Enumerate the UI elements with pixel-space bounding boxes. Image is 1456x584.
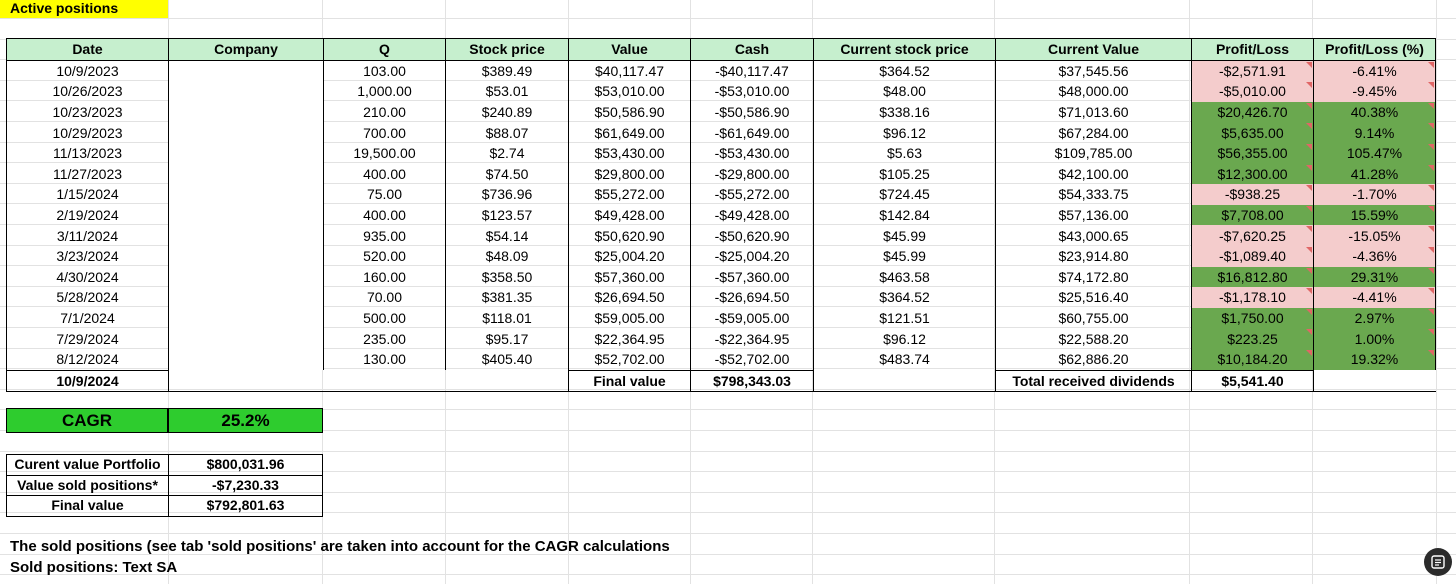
current-price-cell[interactable]: $724.45 — [814, 184, 996, 205]
company-cell[interactable] — [169, 81, 324, 102]
value-cell[interactable]: $26,694.50 — [569, 287, 691, 308]
cash-cell[interactable]: -$57,360.00 — [691, 267, 814, 288]
cash-cell[interactable]: -$22,364.95 — [691, 328, 814, 349]
current-value-cell[interactable]: $43,000.65 — [996, 225, 1192, 246]
profit-loss-pct-cell[interactable]: 29.31% — [1314, 267, 1436, 288]
cash-cell[interactable]: -$55,272.00 — [691, 184, 814, 205]
current-value-cell[interactable]: $22,588.20 — [996, 328, 1192, 349]
note-cagr[interactable]: The sold positions (see tab 'sold positions' are taken into account for the CAGR calculations — [10, 538, 670, 555]
table-row — [7, 328, 1436, 349]
profit-loss-cell[interactable]: -$1,089.40 — [1192, 246, 1314, 267]
value-cell[interactable]: $50,586.90 — [569, 102, 691, 123]
company-cell[interactable] — [169, 143, 324, 164]
profit-loss-pct-cell[interactable]: -6.41% — [1314, 60, 1436, 81]
date-cell[interactable]: 10/29/2023 — [7, 122, 169, 143]
date-cell[interactable]: 11/27/2023 — [7, 164, 169, 185]
current-price-cell[interactable]: $45.99 — [814, 225, 996, 246]
stock-price-cell[interactable]: $54.14 — [446, 225, 569, 246]
value-cell[interactable]: $53,430.00 — [569, 143, 691, 164]
company-cell[interactable] — [169, 225, 324, 246]
date-cell[interactable]: 5/28/2024 — [7, 287, 169, 308]
company-cell[interactable] — [169, 205, 324, 226]
cash-cell[interactable]: -$61,649.00 — [691, 122, 814, 143]
stock-price-cell[interactable]: $88.07 — [446, 122, 569, 143]
quantity-cell[interactable]: 935.00 — [324, 225, 446, 246]
company-cell[interactable] — [169, 349, 324, 370]
stock-price-cell[interactable]: $736.96 — [446, 184, 569, 205]
profit-loss-cell[interactable]: $10,184.20 — [1192, 349, 1314, 370]
current-price-cell[interactable]: $463.58 — [814, 267, 996, 288]
cash-cell[interactable]: -$25,004.20 — [691, 246, 814, 267]
profit-loss-pct-cell[interactable]: 15.59% — [1314, 205, 1436, 226]
company-cell[interactable] — [169, 102, 324, 123]
stock-price-cell[interactable]: $405.40 — [446, 349, 569, 370]
cash-cell[interactable]: -$59,005.00 — [691, 308, 814, 329]
quantity-cell[interactable]: 400.00 — [324, 164, 446, 185]
stock-price-cell[interactable]: $358.50 — [446, 267, 569, 288]
table-row — [7, 81, 1436, 102]
value-cell[interactable]: $53,010.00 — [569, 81, 691, 102]
table-row — [7, 308, 1436, 329]
column-header[interactable]: Value — [569, 39, 691, 61]
date-cell[interactable]: 3/11/2024 — [7, 225, 169, 246]
stock-price-cell[interactable]: $389.49 — [446, 60, 569, 81]
value-cell[interactable]: $29,800.00 — [569, 164, 691, 185]
value-cell[interactable]: $25,004.20 — [569, 246, 691, 267]
current-price-cell[interactable]: $105.25 — [814, 164, 996, 185]
current-value-cell[interactable]: $25,516.40 — [996, 287, 1192, 308]
company-cell[interactable] — [169, 246, 324, 267]
profit-loss-cell[interactable]: -$2,571.91 — [1192, 60, 1314, 81]
value-cell[interactable]: $57,360.00 — [569, 267, 691, 288]
current-value-cell[interactable]: $60,755.00 — [996, 308, 1192, 329]
final-value-label[interactable]: Final value — [569, 370, 691, 392]
column-header[interactable]: Current stock price — [814, 39, 996, 61]
profit-loss-cell[interactable]: $56,355.00 — [1192, 143, 1314, 164]
summary-value[interactable]: $800,031.96 — [169, 455, 323, 476]
current-price-cell[interactable]: $121.51 — [814, 308, 996, 329]
cash-cell[interactable]: -$29,800.00 — [691, 164, 814, 185]
table-row — [7, 164, 1436, 185]
column-header[interactable]: Date — [7, 39, 169, 61]
table-header-row — [7, 39, 1436, 61]
company-cell[interactable] — [169, 122, 324, 143]
sheet-title[interactable]: Active positions — [0, 0, 168, 18]
empty-cell[interactable] — [814, 370, 996, 392]
table-row — [7, 349, 1436, 370]
current-price-cell[interactable]: $483.74 — [814, 349, 996, 370]
profit-loss-pct-cell[interactable]: 40.38% — [1314, 102, 1436, 123]
summary-value[interactable]: -$7,230.33 — [169, 475, 323, 496]
profit-loss-cell[interactable]: $20,426.70 — [1192, 102, 1314, 123]
cash-cell[interactable]: -$49,428.00 — [691, 205, 814, 226]
summary-label[interactable]: Curent value Portfolio — [7, 455, 169, 476]
current-value-cell[interactable]: $67,284.00 — [996, 122, 1192, 143]
quantity-cell[interactable]: 700.00 — [324, 122, 446, 143]
column-header[interactable]: Profit/Loss (%) — [1314, 39, 1436, 61]
notes-icon — [1430, 554, 1446, 570]
empty-cell[interactable] — [446, 370, 569, 392]
value-cell[interactable]: $22,364.95 — [569, 328, 691, 349]
stock-price-cell[interactable]: $48.09 — [446, 246, 569, 267]
quantity-cell[interactable]: 400.00 — [324, 205, 446, 226]
quantity-cell[interactable]: 1,000.00 — [324, 81, 446, 102]
stock-price-cell[interactable]: $74.50 — [446, 164, 569, 185]
profit-loss-pct-cell[interactable]: 19.32% — [1314, 349, 1436, 370]
cagr-label[interactable]: CAGR — [6, 408, 168, 433]
cash-cell[interactable]: -$50,586.90 — [691, 102, 814, 123]
current-price-cell[interactable]: $364.52 — [814, 287, 996, 308]
stock-price-cell[interactable]: $2.74 — [446, 143, 569, 164]
column-header[interactable]: Company — [169, 39, 324, 61]
quantity-cell[interactable]: 19,500.00 — [324, 143, 446, 164]
stock-price-cell[interactable]: $123.57 — [446, 205, 569, 226]
current-value-cell[interactable]: $57,136.00 — [996, 205, 1192, 226]
profit-loss-cell[interactable]: $16,812.80 — [1192, 267, 1314, 288]
profit-loss-cell[interactable]: $12,300.00 — [1192, 164, 1314, 185]
table-row — [7, 267, 1436, 288]
quantity-cell[interactable]: 235.00 — [324, 328, 446, 349]
value-cell[interactable]: $40,117.47 — [569, 60, 691, 81]
summary-row — [7, 475, 323, 496]
date-cell[interactable]: 11/13/2023 — [7, 143, 169, 164]
current-value-cell[interactable]: $62,886.20 — [996, 349, 1192, 370]
quantity-cell[interactable]: 500.00 — [324, 308, 446, 329]
date-cell[interactable]: 8/12/2024 — [7, 349, 169, 370]
value-cell[interactable]: $59,005.00 — [569, 308, 691, 329]
quantity-cell[interactable]: 75.00 — [324, 184, 446, 205]
current-price-cell[interactable]: $5.63 — [814, 143, 996, 164]
company-cell[interactable] — [169, 328, 324, 349]
summary-row — [7, 455, 323, 476]
profit-loss-pct-cell[interactable]: 1.00% — [1314, 328, 1436, 349]
table-row — [7, 225, 1436, 246]
profit-loss-cell[interactable]: $5,635.00 — [1192, 122, 1314, 143]
table-row — [7, 60, 1436, 81]
stock-price-cell[interactable]: $240.89 — [446, 102, 569, 123]
current-price-cell[interactable]: $364.52 — [814, 60, 996, 81]
final-date-cell[interactable]: 10/9/2024 — [7, 370, 169, 392]
final-row — [7, 370, 1436, 392]
cash-cell[interactable]: -$40,117.47 — [691, 60, 814, 81]
current-price-cell[interactable]: $45.99 — [814, 246, 996, 267]
date-cell[interactable]: 7/1/2024 — [7, 308, 169, 329]
profit-loss-pct-cell[interactable]: 2.97% — [1314, 308, 1436, 329]
dividends-value[interactable]: $5,541.40 — [1192, 370, 1314, 392]
date-cell[interactable]: 4/30/2024 — [7, 267, 169, 288]
date-cell[interactable]: 1/15/2024 — [7, 184, 169, 205]
quantity-cell[interactable]: 210.00 — [324, 102, 446, 123]
note-sold-positions[interactable]: Sold positions: Text SA — [10, 559, 178, 576]
value-cell[interactable]: $55,272.00 — [569, 184, 691, 205]
profit-loss-cell[interactable]: -$7,620.25 — [1192, 225, 1314, 246]
summary-row — [7, 496, 323, 517]
current-value-cell[interactable]: $42,100.00 — [996, 164, 1192, 185]
profit-loss-pct-cell[interactable]: -4.36% — [1314, 246, 1436, 267]
current-value-cell[interactable]: $109,785.00 — [996, 143, 1192, 164]
cagr-value[interactable]: 25.2% — [168, 408, 323, 433]
quantity-cell[interactable]: 520.00 — [324, 246, 446, 267]
date-cell[interactable]: 10/23/2023 — [7, 102, 169, 123]
table-row — [7, 184, 1436, 205]
profit-loss-cell[interactable]: -$938.25 — [1192, 184, 1314, 205]
company-cell[interactable] — [169, 164, 324, 185]
table-row — [7, 287, 1436, 308]
company-cell[interactable] — [169, 184, 324, 205]
empty-cell[interactable] — [169, 370, 324, 392]
column-header[interactable]: Stock price — [446, 39, 569, 61]
stock-price-cell[interactable]: $118.01 — [446, 308, 569, 329]
column-header[interactable]: Cash — [691, 39, 814, 61]
current-value-cell[interactable]: $37,545.56 — [996, 60, 1192, 81]
profit-loss-pct-cell[interactable]: 9.14% — [1314, 122, 1436, 143]
table-row — [7, 143, 1436, 164]
summary-value[interactable]: $792,801.63 — [169, 496, 323, 517]
cash-cell[interactable]: -$50,620.90 — [691, 225, 814, 246]
summary-table — [6, 454, 323, 517]
date-cell[interactable]: 7/29/2024 — [7, 328, 169, 349]
table-row — [7, 246, 1436, 267]
current-price-cell[interactable]: $96.12 — [814, 122, 996, 143]
profit-loss-pct-cell[interactable]: -15.05% — [1314, 225, 1436, 246]
profit-loss-pct-cell[interactable]: -9.45% — [1314, 81, 1436, 102]
stock-price-cell[interactable]: $53.01 — [446, 81, 569, 102]
profit-loss-pct-cell[interactable]: 41.28% — [1314, 164, 1436, 185]
current-value-cell[interactable]: $54,333.75 — [996, 184, 1192, 205]
date-cell[interactable]: 3/23/2024 — [7, 246, 169, 267]
column-header[interactable]: Profit/Loss — [1192, 39, 1314, 61]
current-price-cell[interactable]: $96.12 — [814, 328, 996, 349]
company-cell[interactable] — [169, 60, 324, 81]
column-header[interactable]: Current Value — [996, 39, 1192, 61]
profit-loss-cell[interactable]: $7,708.00 — [1192, 205, 1314, 226]
current-value-cell[interactable]: $48,000.00 — [996, 81, 1192, 102]
current-value-cell[interactable]: $23,914.80 — [996, 246, 1192, 267]
current-price-cell[interactable]: $48.00 — [814, 81, 996, 102]
column-header[interactable]: Q — [324, 39, 446, 61]
current-price-cell[interactable]: $338.16 — [814, 102, 996, 123]
date-cell[interactable]: 2/19/2024 — [7, 205, 169, 226]
company-cell[interactable] — [169, 287, 324, 308]
summary-label[interactable]: Final value — [7, 496, 169, 517]
table-row — [7, 122, 1436, 143]
cash-cell[interactable]: -$53,430.00 — [691, 143, 814, 164]
current-price-cell[interactable]: $142.84 — [814, 205, 996, 226]
quantity-cell[interactable]: 160.00 — [324, 267, 446, 288]
empty-cell[interactable] — [1314, 370, 1436, 392]
value-cell[interactable]: $49,428.00 — [569, 205, 691, 226]
date-cell[interactable]: 10/26/2023 — [7, 81, 169, 102]
stock-price-cell[interactable]: $95.17 — [446, 328, 569, 349]
company-cell[interactable] — [169, 308, 324, 329]
profit-loss-pct-cell[interactable]: -4.41% — [1314, 287, 1436, 308]
profit-loss-cell[interactable]: $223.25 — [1192, 328, 1314, 349]
stock-price-cell[interactable]: $381.35 — [446, 287, 569, 308]
summary-label[interactable]: Value sold positions* — [7, 475, 169, 496]
quantity-cell[interactable]: 130.00 — [324, 349, 446, 370]
value-cell[interactable]: $61,649.00 — [569, 122, 691, 143]
cash-cell[interactable]: -$52,702.00 — [691, 349, 814, 370]
cash-cell[interactable]: -$53,010.00 — [691, 81, 814, 102]
profit-loss-pct-cell[interactable]: -1.70% — [1314, 184, 1436, 205]
positions-table — [6, 38, 1436, 392]
value-cell[interactable]: $50,620.90 — [569, 225, 691, 246]
notes-button[interactable] — [1424, 548, 1452, 576]
final-value-cell[interactable]: $798,343.03 — [691, 370, 814, 392]
profit-loss-cell[interactable]: -$5,010.00 — [1192, 81, 1314, 102]
company-cell[interactable] — [169, 267, 324, 288]
current-value-cell[interactable]: $71,013.60 — [996, 102, 1192, 123]
profit-loss-pct-cell[interactable]: 105.47% — [1314, 143, 1436, 164]
value-cell[interactable]: $52,702.00 — [569, 349, 691, 370]
date-cell[interactable]: 10/9/2023 — [7, 60, 169, 81]
profit-loss-cell[interactable]: -$1,178.10 — [1192, 287, 1314, 308]
table-row — [7, 205, 1436, 226]
current-value-cell[interactable]: $74,172.80 — [996, 267, 1192, 288]
empty-cell[interactable] — [324, 370, 446, 392]
profit-loss-cell[interactable]: $1,750.00 — [1192, 308, 1314, 329]
quantity-cell[interactable]: 103.00 — [324, 60, 446, 81]
quantity-cell[interactable]: 70.00 — [324, 287, 446, 308]
cash-cell[interactable]: -$26,694.50 — [691, 287, 814, 308]
table-row — [7, 102, 1436, 123]
dividends-label[interactable]: Total received dividends — [996, 370, 1192, 392]
